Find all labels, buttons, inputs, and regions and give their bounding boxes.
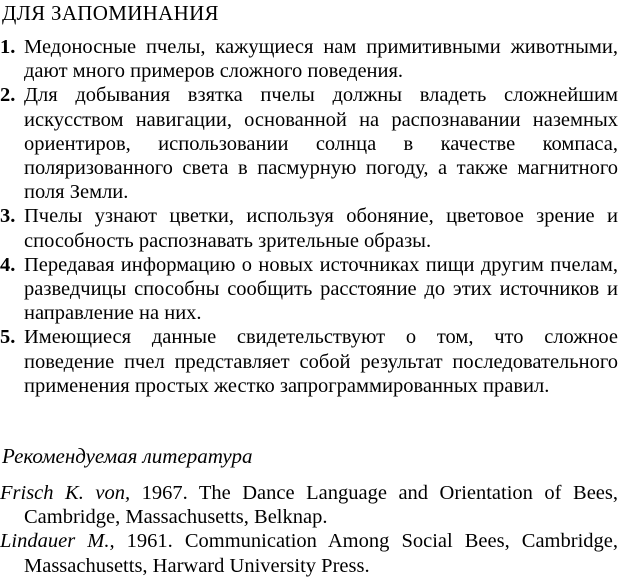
reference-details: 1967. The Dance Language and Orientation of Bees, Cambridge, Massachusetts, Belknap. xyxy=(24,482,618,529)
reference-list xyxy=(0,481,618,578)
summary-item xyxy=(0,83,618,204)
reference-entry xyxy=(0,481,618,529)
item-text: Пчелы узнают цветки, используя обоняние, цветовое зрение и способность распознавать зрительные образы. xyxy=(24,205,618,252)
item-text: Для добывания взятка пчелы должны владеть сложнейшим искусством навигации, основанной на распознавании наземных ориентиров, использовании солнца в качестве компаса, поляризованного света в пасмурную погоду, а также магнитного поля Земли. xyxy=(24,84,618,204)
item-text: Имеющиеся данные свидетельствуют о том, что сложное поведение пчел представляет собой результат последовательного применения простых жестко запрограммированных правил. xyxy=(24,326,618,397)
reference-entry xyxy=(0,529,618,577)
summary-item xyxy=(0,253,618,326)
item-number: 1. xyxy=(0,36,16,58)
reference-author: Lindauer M., xyxy=(0,530,115,553)
item-text: Передавая информацию о новых источниках пищи другим пчелам, разведчицы способны сообщить расстояние до этих источников и направление на них. xyxy=(24,253,618,325)
item-text: Медоносные пчелы, кажущиеся нам примитивными животными, дают много примеров сложного поведения. xyxy=(24,36,618,83)
item-number: 2. xyxy=(0,84,16,107)
summary-item xyxy=(0,204,618,252)
item-number: 3. xyxy=(0,205,16,228)
section-heading: ДЛЯ ЗАПОМИНАНИЯ xyxy=(2,1,219,25)
reference-details: 1961. Communication Among Social Bees, Cambridge, Massachusetts, Harward University Press. xyxy=(24,530,619,577)
item-number: 4. xyxy=(0,253,16,276)
summary-item xyxy=(0,325,618,398)
summary-list xyxy=(0,35,618,398)
summary-item xyxy=(0,35,618,83)
literature-heading: Рекомендуемая литература xyxy=(2,444,253,468)
item-number: 5. xyxy=(0,326,16,349)
reference-author: Frisch K. von, xyxy=(0,482,131,504)
